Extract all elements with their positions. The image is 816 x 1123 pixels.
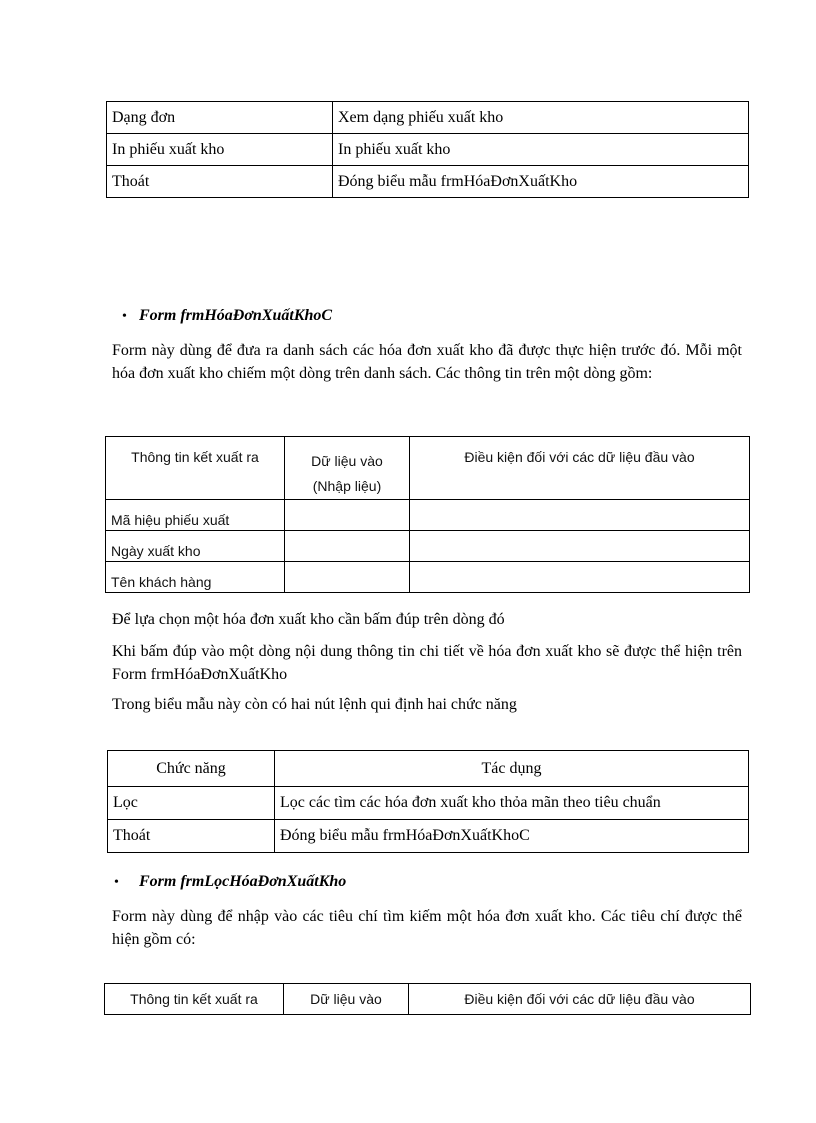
header-cell: Tác dụng xyxy=(275,751,749,787)
table-cell xyxy=(410,500,750,531)
header-cell: Thông tin kết xuất ra xyxy=(105,984,284,1015)
table-cell: Ngày xuất kho xyxy=(106,531,285,562)
table-cell: Lọc xyxy=(108,787,275,820)
header-cell: Điều kiện đối với các dữ liệu đầu vào xyxy=(409,984,751,1015)
table-cell: In phiếu xuất kho xyxy=(333,134,749,166)
table-cell xyxy=(285,562,410,593)
table-cell: Dạng đơn xyxy=(107,102,333,134)
table-cell: Thoát xyxy=(107,166,333,198)
buttons-table xyxy=(107,750,749,853)
text-line: Trong biểu mẫu này còn có hai nút lệnh qui định hai chức năng xyxy=(112,696,517,713)
table-cell: Thoát xyxy=(108,820,275,853)
table-cell xyxy=(410,531,750,562)
header-cell: Chức năng xyxy=(108,751,275,787)
bullet-icon: • xyxy=(122,309,127,324)
text-line: Để lựa chọn một hóa đơn xuất kho cần bấm đúp trên dòng đó xyxy=(112,611,505,628)
function-table-top xyxy=(106,101,749,198)
table-cell: In phiếu xuất kho xyxy=(107,134,333,166)
section-heading: Form frmLọcHóaĐơnXuấtKho xyxy=(139,873,347,890)
header-cell: Thông tin kết xuất ra xyxy=(106,437,285,500)
table-cell xyxy=(285,531,410,562)
table-cell xyxy=(410,562,750,593)
table-cell: Tên khách hàng xyxy=(106,562,285,593)
text-paragraph: Khi bấm đúp vào một dòng nội dung thông tin chi tiết về hóa đơn xuất kho sẽ được thể hiện trên Form frmHóaĐơnXuấtKho xyxy=(112,643,742,683)
header-cell: Điều kiện đối với các dữ liệu đầu vào xyxy=(410,437,750,500)
table-cell: Lọc các tìm các hóa đơn xuất kho thỏa mãn theo tiêu chuẩn xyxy=(275,787,749,820)
header-cell xyxy=(285,437,410,500)
section-paragraph: Form này dùng để nhập vào các tiêu chí tìm kiếm một hóa đơn xuất kho. Các tiêu chí được thể hiện gồm có: xyxy=(112,908,742,948)
table-cell xyxy=(285,500,410,531)
criteria-table xyxy=(104,983,751,1015)
header-cell: Dữ liệu vào xyxy=(284,984,409,1015)
header-line: (Nhập liệu) xyxy=(312,478,382,494)
section-heading: Form frmHóaĐơnXuấtKhoC xyxy=(139,307,333,324)
table-cell: Mã hiệu phiếu xuất xyxy=(106,500,285,531)
header-line: Dữ liệu vào xyxy=(311,453,383,469)
table-cell: Xem dạng phiếu xuất kho xyxy=(333,102,749,134)
io-table xyxy=(105,436,750,593)
bullet-icon: • xyxy=(114,875,119,890)
section-paragraph: Form này dùng để đưa ra danh sách các hóa đơn xuất kho đã được thực hiện trước đó. Mỗi một hóa đơn xuất kho chiếm một dòng trên danh sách. Các thông tin trên một dòng gồm: xyxy=(112,342,742,382)
table-cell: Đóng biểu mẫu frmHóaĐơnXuấtKhoC xyxy=(275,820,749,853)
table-cell: Đóng biểu mẫu frmHóaĐơnXuấtKho xyxy=(333,166,749,198)
